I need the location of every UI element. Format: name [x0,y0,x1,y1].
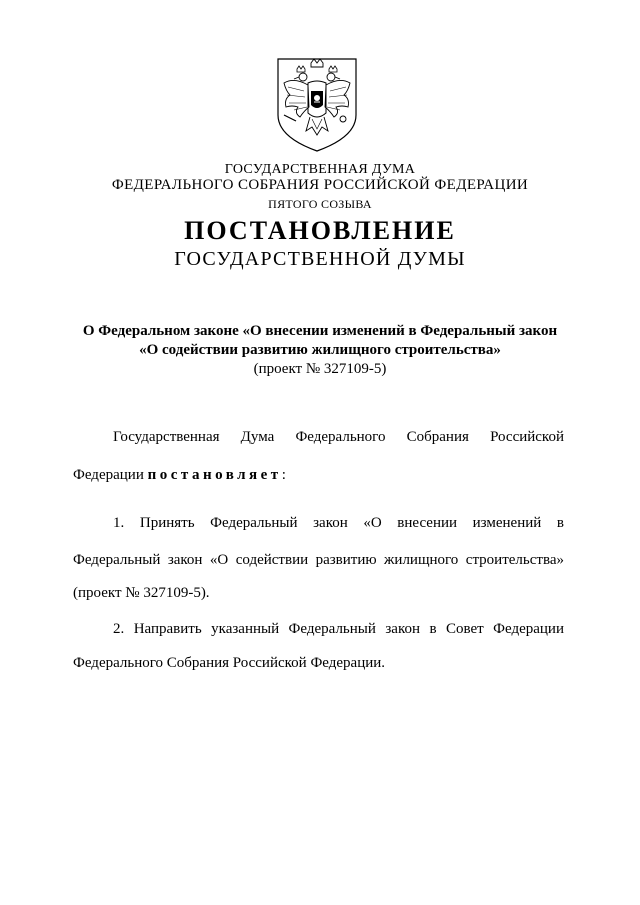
item1-line1: 1. Принять Федеральный закон «О внесении изменений в [113,515,564,531]
header-duma: ГОСУДАРСТВЕННАЯ ДУМА [224,162,416,177]
resolves-word: постановляет [147,467,282,483]
item2-line2: Федерального Собрания Российской Федерации. [73,655,386,671]
law-title-line2: «О содействии развитию жилищного строительства» [139,342,501,358]
coat-of-arms-emblem [272,55,362,155]
header-federal-assembly: ФЕДЕРАЛЬНОГО СОБРАНИЯ РОССИЙСКОЙ ФЕДЕРАЦИИ [111,177,529,193]
intro-line2 [73,467,564,484]
item2-line1: 2. Направить указанный Федеральный закон в Совет Федерации [113,621,564,637]
document-title: ПОСТАНОВЛЕНИЕ [184,216,456,245]
law-title-line1: О Федеральном законе «О внесении изменений в Федеральный закон [82,323,558,339]
intro-federation: Федерации [73,467,144,483]
header-convocation: ПЯТОГО СОЗЫВА [268,197,372,211]
intro-line1: Государственная Дума Федерального Собрания Российской [113,429,564,445]
item1-line3: (проект № 327109-5). [73,585,210,601]
document-subtitle: ГОСУДАРСТВЕННОЙ ДУМЫ [174,248,466,270]
item1-line2: Федеральный закон «О содействии развитию жилищного строительства» [73,552,564,568]
resolves-colon: : [281,467,286,483]
project-number: (проект № 327109-5) [253,361,387,377]
